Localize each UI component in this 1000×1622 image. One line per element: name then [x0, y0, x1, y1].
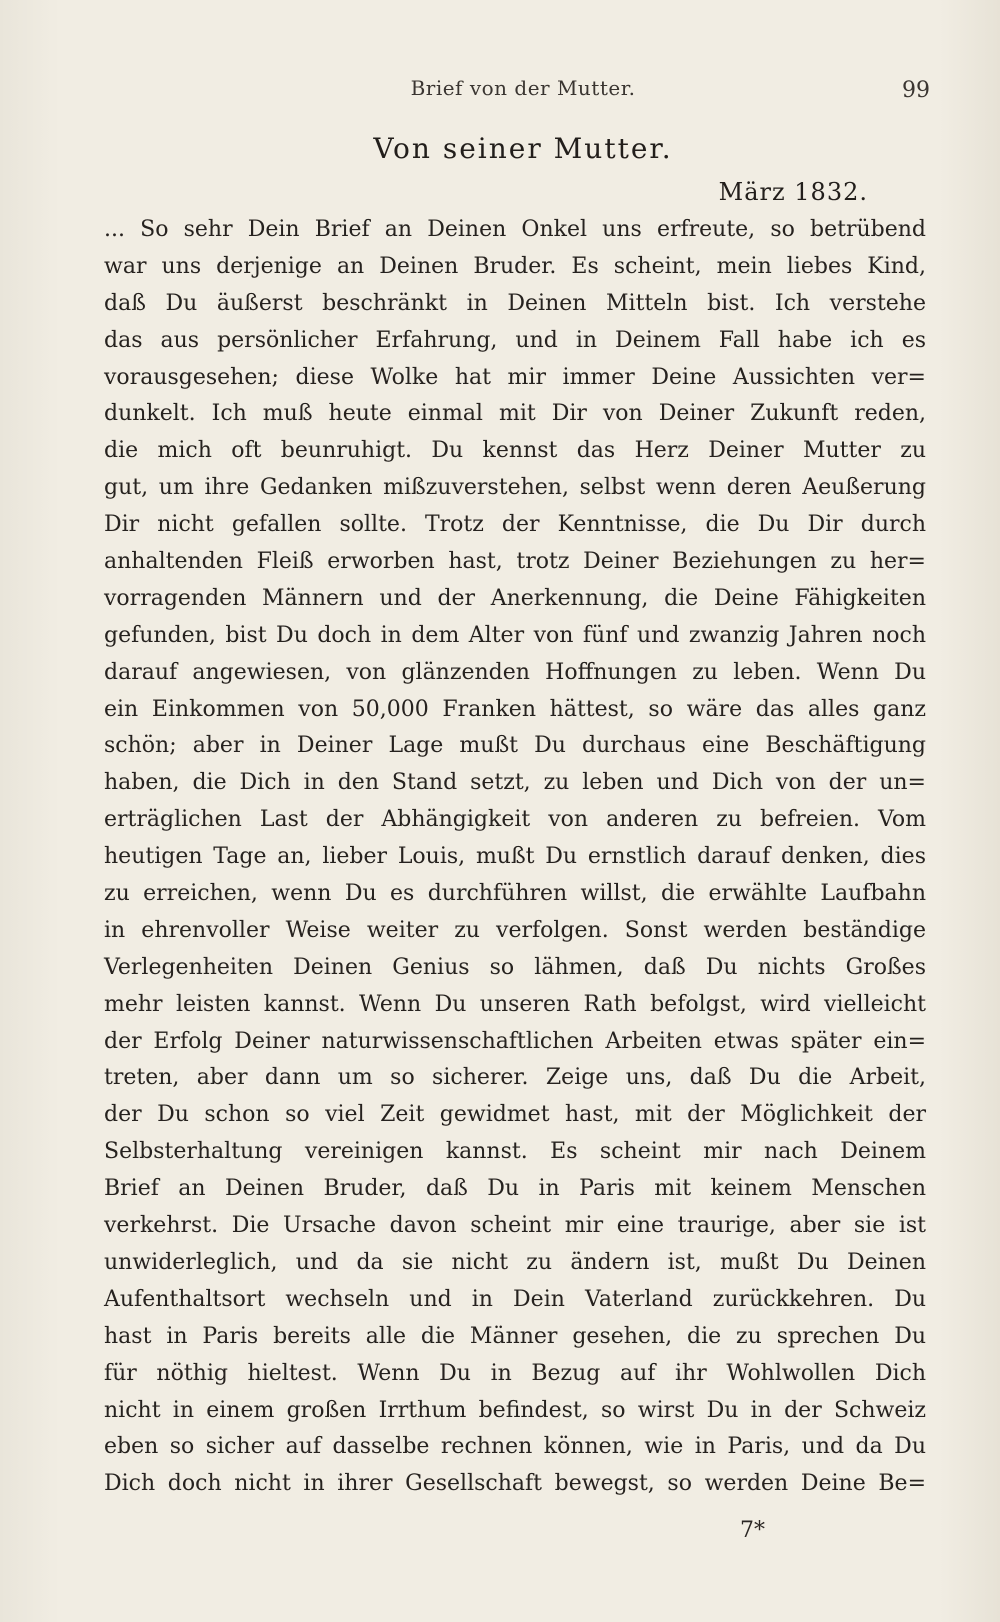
- text-line: hast in Paris bereits alle die Männer gesehen, die zu sprechen Du: [104, 1323, 926, 1349]
- text-line: Verlegenheiten Deinen Genius so lähmen, daß Du nichts Großes: [104, 954, 926, 980]
- text-line: Aufenthaltsort wechseln und in Dein Vaterland zurückkehren. Du: [104, 1286, 926, 1312]
- text-line: Dir nicht gefallen sollte. Trotz der Kenntnisse, die Du Dir durch: [104, 512, 926, 538]
- text-line: vorausgesehen; diese Wolke hat mir immer Deine Aussichten ver=: [104, 364, 926, 390]
- body-text: [104, 212, 926, 1503]
- text-line: verkehrst. Die Ursache davon scheint mir eine traurige, aber sie ist: [104, 1213, 926, 1239]
- text-line: Brief an Deinen Bruder, daß Du in Paris mit keinem Menschen: [104, 1176, 926, 1202]
- text-line: der Du schon so viel Zeit gewidmet hast, mit der Möglichkeit der: [104, 1102, 926, 1128]
- text-line: dunkelt. Ich muß heute einmal mit Dir von Deiner Zukunft reden,: [104, 401, 926, 427]
- page-number: 99: [902, 78, 930, 103]
- text-line: heutigen Tage an, lieber Louis, mußt Du ernstlich darauf denken, dies: [104, 844, 926, 870]
- letter-date: März 1832.: [718, 178, 868, 206]
- text-line: gefunden, bist Du doch in dem Alter von fünf und zwanzig Jahren noch: [104, 622, 926, 648]
- running-head: [108, 76, 938, 106]
- text-line: eben so sicher auf dasselbe rechnen können, wie in Paris, und da Du: [104, 1434, 926, 1460]
- text-line: ... So sehr Dein Brief an Deinen Onkel uns erfreute, so betrübend: [104, 217, 926, 242]
- text-line: nicht in einem großen Irrthum befindest, so wirst Du in der Schweiz: [104, 1397, 926, 1423]
- signature-mark: 7*: [740, 1518, 765, 1543]
- text-line: die mich oft beunruhigt. Du kennst das Herz Deiner Mutter zu: [104, 438, 926, 464]
- text-line: schön; aber in Deiner Lage mußt Du durchaus eine Beschäftigung: [104, 733, 926, 759]
- text-line: vorragenden Männern und der Anerkennung, die Deine Fähigkeiten: [104, 585, 926, 611]
- running-title: Brief von der Mutter.: [410, 76, 636, 100]
- text-line: war uns derjenige an Deinen Bruder. Es scheint, mein liebes Kind,: [104, 253, 926, 279]
- text-line: anhaltenden Fleiß erworben hast, trotz Deiner Beziehungen zu her=: [104, 549, 926, 575]
- text-line: darauf angewiesen, von glänzenden Hoffnungen zu leben. Wenn Du: [104, 659, 926, 685]
- text-line: unwiderleglich, und da sie nicht zu ändern ist, mußt Du Deinen: [104, 1249, 926, 1275]
- text-line: ein Einkommen von 50,000 Franken hättest, so wäre das alles ganz: [104, 696, 926, 722]
- text-line: zu erreichen, wenn Du es durchführen willst, die erwählte Laufbahn: [104, 881, 926, 907]
- text-line: Selbsterhaltung vereinigen kannst. Es scheint mir nach Deinem: [104, 1139, 926, 1165]
- text-line: gut, um ihre Gedanken mißzuverstehen, selbst wenn deren Aeußerung: [104, 475, 926, 501]
- text-line: daß Du äußerst beschränkt in Deinen Mitteln bist. Ich verstehe: [104, 290, 926, 316]
- text-line: der Erfolg Deiner naturwissenschaftlichen Arbeiten etwas später ein=: [104, 1028, 926, 1054]
- text-line: erträglichen Last der Abhängigkeit von anderen zu befreien. Vom: [104, 807, 926, 833]
- section-title: Von seiner Mutter.: [373, 132, 673, 165]
- text-line: mehr leisten kannst. Wenn Du unseren Rath befolgst, wird vielleicht: [104, 991, 926, 1017]
- text-line: das aus persönlicher Erfahrung, und in Deinem Fall habe ich es: [104, 327, 926, 353]
- text-line: für nöthig hieltest. Wenn Du in Bezug auf ihr Wohlwollen Dich: [104, 1360, 926, 1386]
- text-line: haben, die Dich in den Stand setzt, zu leben und Dich von der un=: [104, 770, 926, 796]
- text-line: Dich doch nicht in ihrer Gesellschaft bewegst, so werden Deine Be=: [104, 1471, 926, 1497]
- text-line: treten, aber dann um so sicherer. Zeige uns, daß Du die Arbeit,: [104, 1065, 926, 1091]
- text-line: in ehrenvoller Weise weiter zu verfolgen. Sonst werden beständige: [104, 917, 926, 943]
